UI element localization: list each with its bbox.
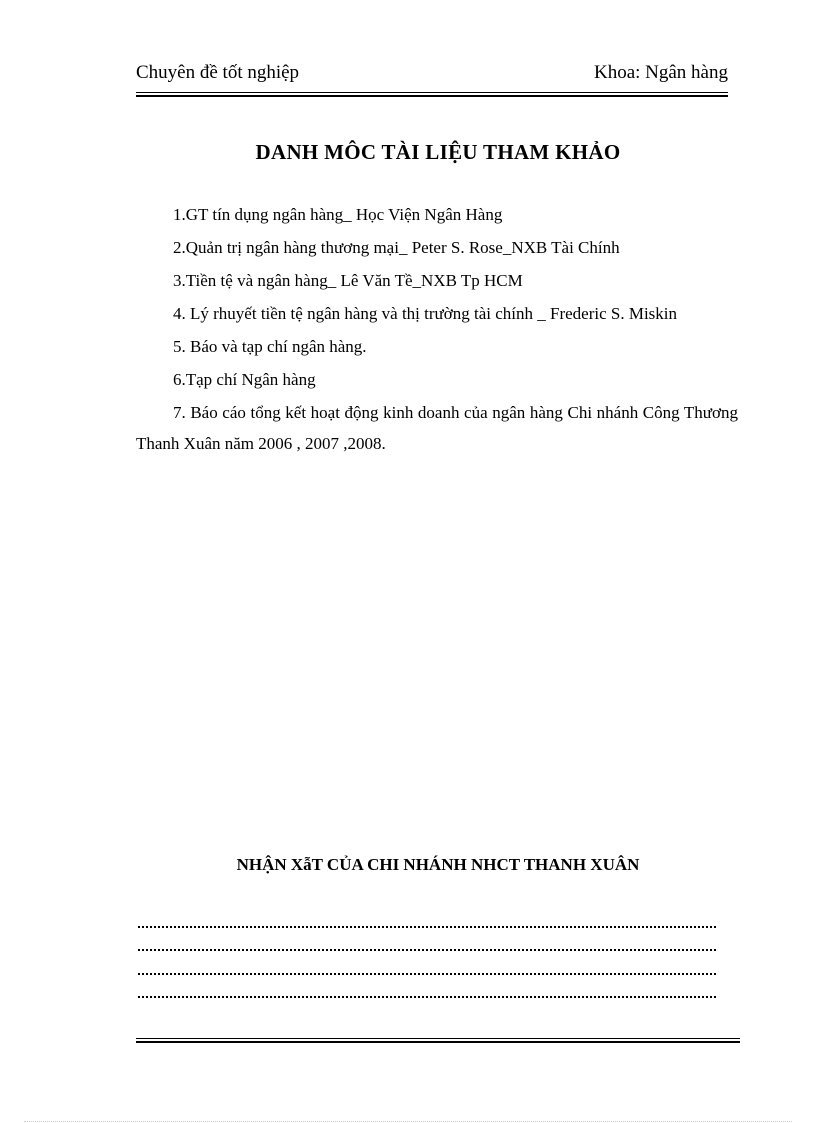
blank-line	[138, 904, 716, 928]
blank-line	[138, 975, 716, 999]
comment-blank-lines	[138, 904, 716, 998]
reference-item: 1.GT tín dụng ngân hàng_ Học Viện Ngân Hàng	[173, 205, 503, 224]
blank-line	[138, 928, 716, 952]
header-faculty-label: Khoa: Ngân hàng	[593, 62, 728, 83]
reference-item: 5. Báo và tạp chí ngân hàng.	[173, 337, 367, 356]
page-header	[136, 62, 728, 88]
reference-item: 4. Lý rhuyết tiền tệ ngân hàng và thị trường tài chính _ Frederic S. Miskin	[173, 304, 678, 323]
references-title: DANH MÔC TÀI LIỆU THAM KHẢO	[255, 140, 621, 164]
header-thesis-label: Chuyên đề tốt nghiệp	[136, 62, 300, 83]
reference-item: 2.Quản trị ngân hàng thương mại_ Peter S. Rose_NXB Tài Chính	[173, 238, 620, 257]
reference-item: 6.Tạp chí Ngân hàng	[173, 370, 316, 389]
branch-comment-title: NHẬN XẫT CỦA CHI NHÁNH NHCT THANH XUÂN	[236, 855, 640, 874]
footer-divider	[136, 1038, 740, 1043]
blank-line	[138, 951, 716, 975]
reference-item: 3.Tiền tệ và ngân hàng_ Lê Văn Tề_NXB Tp HCM	[173, 271, 523, 290]
reference-item: 7. Báo cáo tổng kết hoạt động kinh doanh của ngân hàng Chi nhánh Công Thương Thanh Xuân năm 2006 , 2007 ,2008.	[136, 403, 738, 453]
header-divider	[136, 92, 728, 97]
page-bottom-edge	[24, 1121, 792, 1122]
reference-list	[136, 199, 738, 461]
